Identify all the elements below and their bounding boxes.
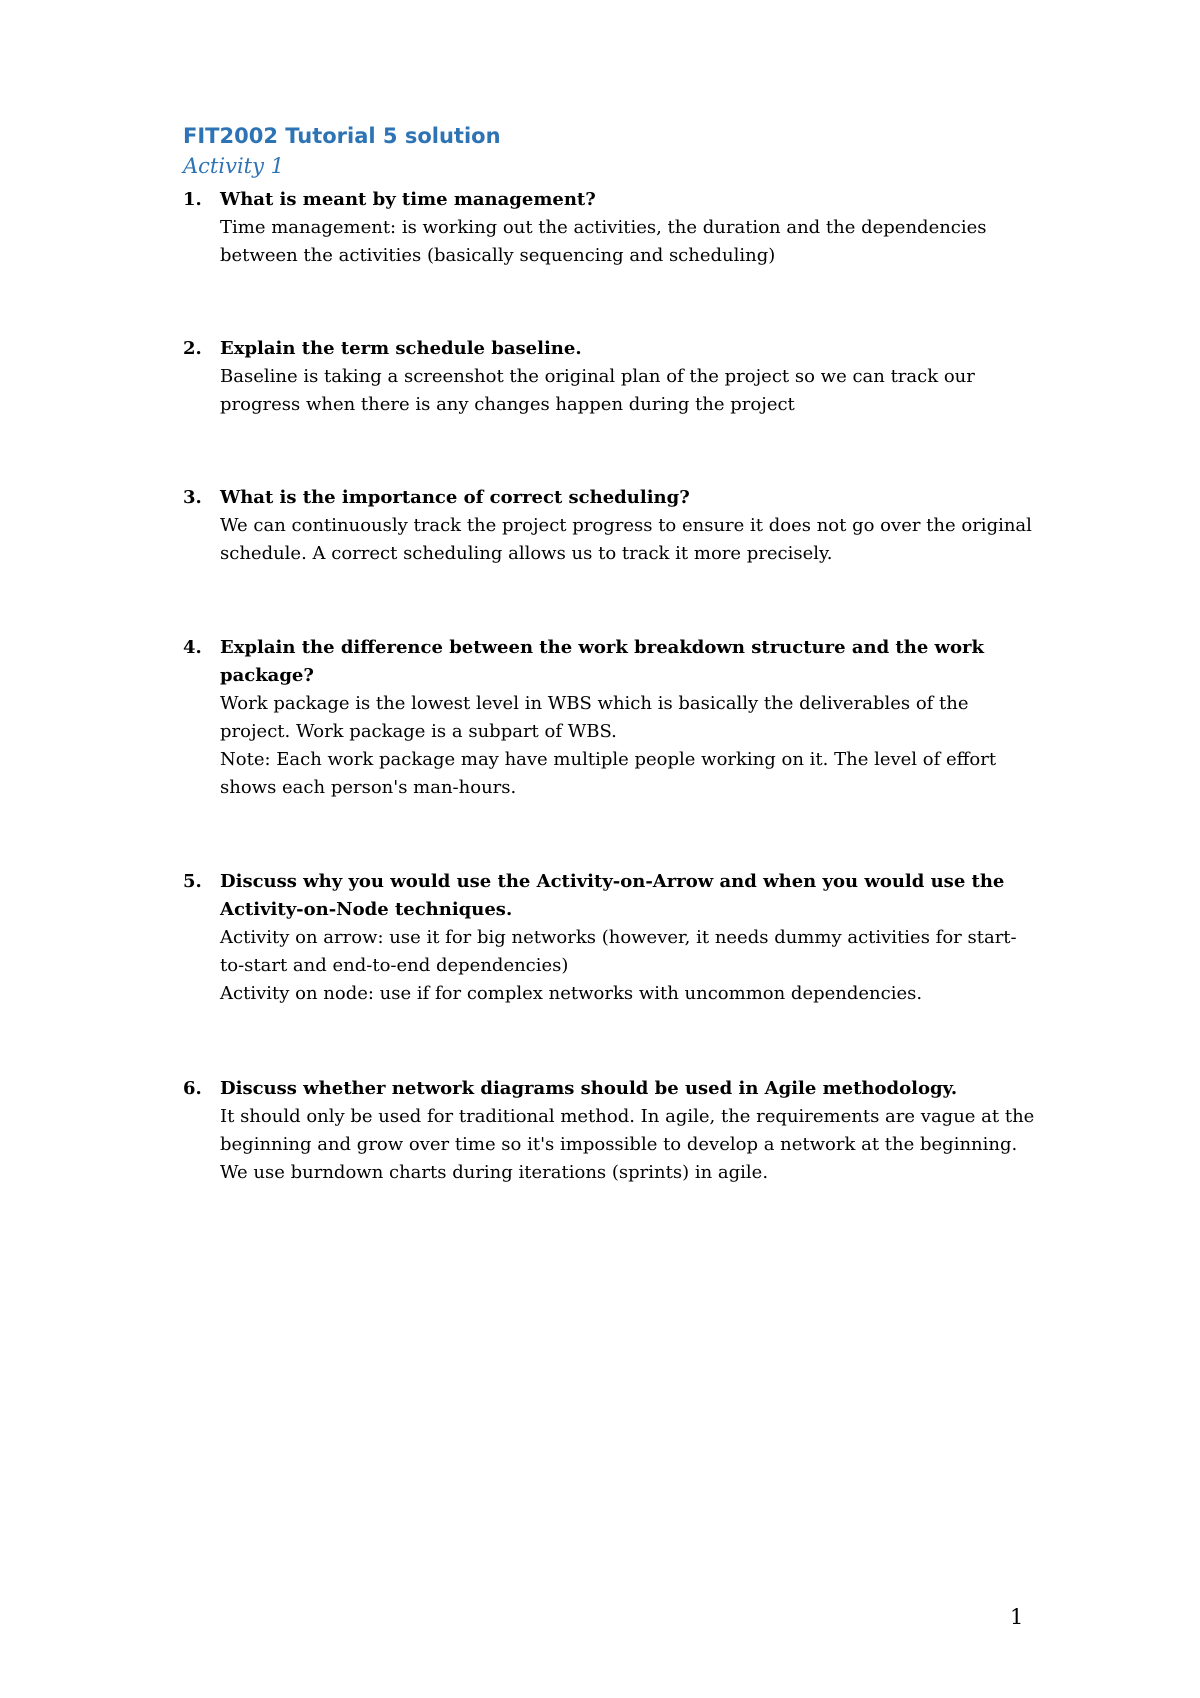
answer-text: Baseline is taking a screenshot the original plan of the project so we can track our progress when there is any changes happen during the project	[220, 366, 975, 415]
question-text: What is the importance of correct scheduling?	[220, 487, 690, 508]
question-number: 6.	[183, 1078, 202, 1099]
section-subtitle: Activity 1	[183, 154, 285, 178]
question-text: Discuss why you would use the Activity-on-Arrow and when you would use the Activity-on-Node techniques.	[220, 871, 1005, 920]
answer-text: Activity on arrow: use it for big networks (however, it needs dummy activities for start-to-start and end-to-end dependencies)	[220, 927, 1017, 976]
question-number: 4.	[183, 637, 202, 658]
question-text: What is meant by time management?	[220, 189, 596, 210]
answer-text-2: Activity on node: use if for complex networks with uncommon dependencies.	[220, 983, 923, 1004]
answer-text: Time management: is working out the activities, the duration and the dependencies between the activities (basically sequencing and scheduling)	[220, 217, 987, 266]
question-item	[183, 186, 1040, 270]
answer-note: Note: Each work package may have multiple people working on it. The level of effort shows each person's man-hours.	[220, 749, 997, 798]
question-item	[183, 1075, 1040, 1187]
question-item	[183, 868, 1040, 1008]
question-text: Explain the term schedule baseline.	[220, 338, 582, 359]
question-item	[183, 335, 1040, 419]
question-number: 3.	[183, 487, 202, 508]
page-number: 1	[1010, 1605, 1024, 1629]
question-number: 1.	[183, 189, 202, 210]
answer-text: We can continuously track the project progress to ensure it does not go over the original schedule. A correct scheduling allows us to track it more precisely.	[220, 515, 1032, 564]
question-text: Explain the difference between the work breakdown structure and the work package?	[220, 637, 985, 686]
question-item	[183, 484, 1040, 568]
answer-text: It should only be used for traditional method. In agile, the requirements are vague at the beginning and grow over time so it's impossible to develop a network at the beginning. We use burndown charts during iterations (sprints) in agile.	[220, 1106, 1035, 1183]
question-item	[183, 634, 1040, 802]
answer-text: Work package is the lowest level in WBS which is basically the deliverables of the project. Work package is a subpart of WBS.	[220, 693, 969, 742]
question-number: 5.	[183, 871, 202, 892]
page-title: FIT2002 Tutorial 5 solution	[183, 124, 501, 148]
question-text: Discuss whether network diagrams should be used in Agile methodology.	[220, 1078, 958, 1099]
question-number: 2.	[183, 338, 202, 359]
